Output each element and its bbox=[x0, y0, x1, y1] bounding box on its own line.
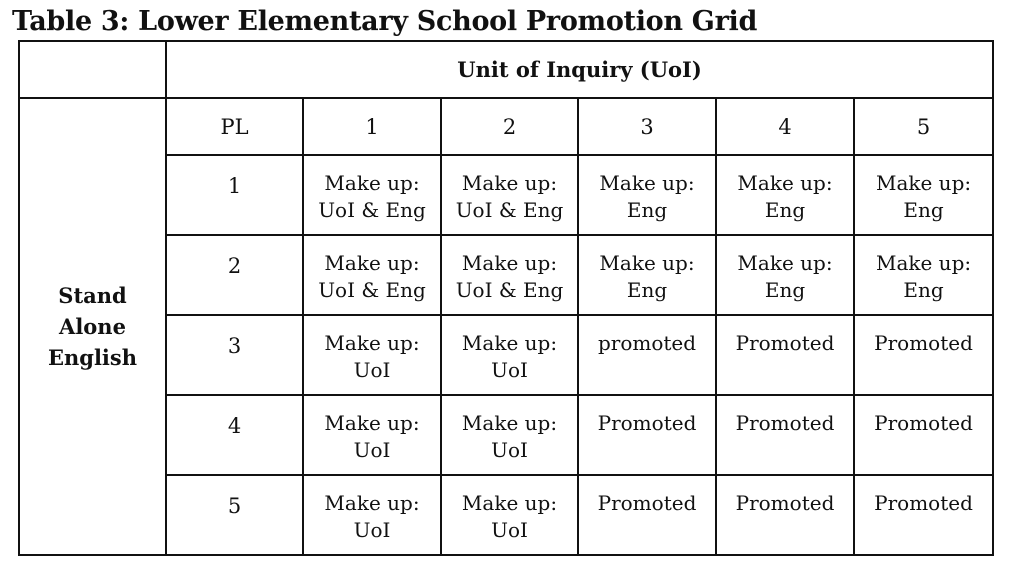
grid-cell bbox=[441, 155, 578, 235]
cell-line: UoI bbox=[491, 358, 528, 382]
table-row bbox=[19, 235, 993, 315]
cell-line: Make up: bbox=[461, 411, 558, 435]
cell-line: Make up: bbox=[599, 251, 695, 275]
cell-line: UoI bbox=[353, 518, 391, 542]
cell-line: Make up: bbox=[324, 491, 420, 515]
promotion-grid bbox=[18, 40, 994, 556]
cell-line: Promoted bbox=[874, 491, 973, 515]
grid-cell bbox=[716, 475, 854, 555]
cell-line: Promoted bbox=[597, 491, 697, 515]
pl-row-label: 1 bbox=[166, 155, 303, 235]
grid-cell bbox=[578, 475, 716, 555]
cell-line: Eng bbox=[626, 198, 668, 222]
header-row bbox=[19, 41, 993, 98]
cell-line: UoI bbox=[353, 438, 391, 462]
grid-cell bbox=[441, 395, 578, 475]
column-header-row bbox=[19, 98, 993, 155]
grid-cell bbox=[303, 475, 441, 555]
grid-cell bbox=[303, 315, 441, 395]
cell-line: UoI & Eng bbox=[455, 198, 564, 222]
row-header-line: English bbox=[47, 345, 137, 370]
cell-line: Eng bbox=[764, 198, 806, 222]
cell-line: Make up: bbox=[461, 251, 558, 275]
cell-line: Make up: bbox=[461, 491, 558, 515]
grid-cell bbox=[578, 235, 716, 315]
cell-line: UoI bbox=[491, 438, 528, 462]
cell-line: Promoted bbox=[735, 331, 835, 355]
stand-alone-english-header bbox=[19, 98, 166, 555]
uoi-header: Unit of Inquiry (UoI) bbox=[166, 41, 993, 98]
cell-line: Make up: bbox=[461, 171, 558, 195]
grid-cell bbox=[854, 395, 993, 475]
grid-cell bbox=[578, 395, 716, 475]
cell-line: UoI & Eng bbox=[318, 198, 426, 222]
cell-line: Make up: bbox=[324, 251, 420, 275]
cell-line: Promoted bbox=[874, 411, 973, 435]
grid-cell bbox=[578, 315, 716, 395]
cell-line: Make up: bbox=[599, 171, 695, 195]
grid-cell bbox=[716, 235, 854, 315]
cell-line: Promoted bbox=[597, 411, 697, 435]
grid-cell bbox=[716, 315, 854, 395]
column-header-uoi-5: 5 bbox=[854, 98, 993, 155]
row-header-line: Stand bbox=[58, 283, 127, 308]
grid-cell bbox=[578, 155, 716, 235]
pl-row-label: 5 bbox=[166, 475, 303, 555]
pl-row-label: 2 bbox=[166, 235, 303, 315]
cell-line: Make up: bbox=[737, 251, 833, 275]
table-title: Table 3: Lower Elementary School Promotion Grid bbox=[12, 6, 758, 37]
cell-line: UoI bbox=[353, 358, 391, 382]
cell-line: Make up: bbox=[737, 171, 833, 195]
cell-line: Make up: bbox=[875, 171, 972, 195]
pl-row-label: 3 bbox=[166, 315, 303, 395]
cell-line: Make up: bbox=[324, 171, 420, 195]
column-header-pl: PL bbox=[166, 98, 303, 155]
cell-line: Make up: bbox=[324, 331, 420, 355]
corner-cell bbox=[19, 41, 166, 98]
grid-cell bbox=[303, 235, 441, 315]
grid-cell bbox=[854, 475, 993, 555]
cell-line: Make up: bbox=[461, 331, 558, 355]
cell-line: Eng bbox=[903, 198, 944, 222]
cell-line: Eng bbox=[626, 278, 668, 302]
grid-cell bbox=[716, 395, 854, 475]
grid-cell bbox=[303, 395, 441, 475]
grid-cell bbox=[854, 315, 993, 395]
cell-line: promoted bbox=[597, 331, 697, 355]
cell-line: UoI bbox=[491, 518, 528, 542]
grid-cell bbox=[441, 235, 578, 315]
table-row bbox=[19, 475, 993, 555]
cell-line: Eng bbox=[764, 278, 806, 302]
table-row bbox=[19, 155, 993, 235]
table-row bbox=[19, 395, 993, 475]
grid-cell bbox=[303, 155, 441, 235]
grid-cell bbox=[441, 315, 578, 395]
grid-cell bbox=[854, 155, 993, 235]
column-header-uoi-3: 3 bbox=[578, 98, 716, 155]
cell-line: Make up: bbox=[875, 251, 972, 275]
column-header-uoi-1: 1 bbox=[303, 98, 441, 155]
table-row bbox=[19, 315, 993, 395]
cell-line: Eng bbox=[903, 278, 944, 302]
row-header-line: Alone bbox=[59, 314, 126, 339]
cell-line: UoI & Eng bbox=[455, 278, 564, 302]
column-header-uoi-2: 2 bbox=[441, 98, 578, 155]
grid-cell bbox=[441, 475, 578, 555]
cell-line: Promoted bbox=[735, 491, 835, 515]
cell-line: Promoted bbox=[735, 411, 835, 435]
grid-cell bbox=[716, 155, 854, 235]
cell-line: UoI & Eng bbox=[318, 278, 426, 302]
cell-line: Promoted bbox=[874, 331, 973, 355]
grid-cell bbox=[854, 235, 993, 315]
pl-row-label: 4 bbox=[166, 395, 303, 475]
cell-line: Make up: bbox=[324, 411, 420, 435]
column-header-uoi-4: 4 bbox=[716, 98, 854, 155]
